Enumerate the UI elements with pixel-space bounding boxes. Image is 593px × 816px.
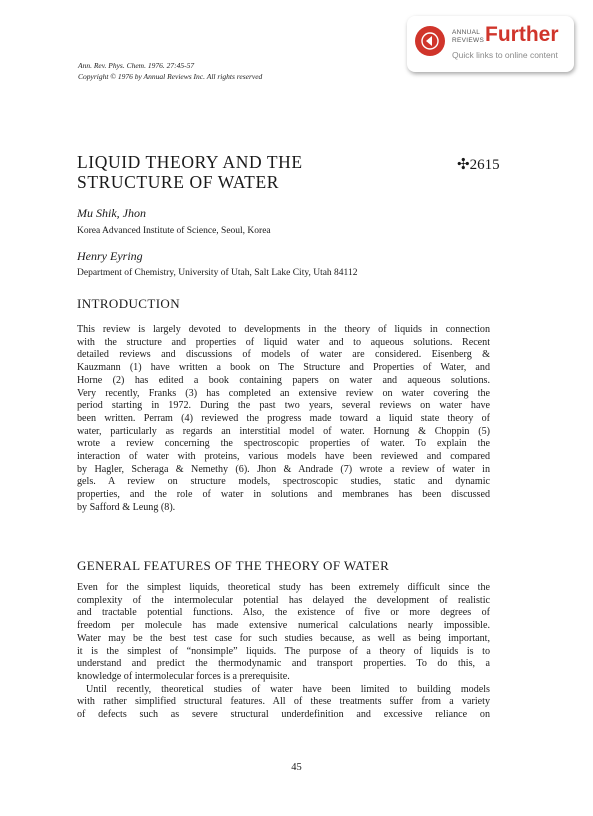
text-line: understand and predict the thermodynamic and transport properties. To do this, a (77, 658, 490, 670)
text-line: interaction of water with proteins, various models have been reviewed and compared (77, 451, 490, 463)
text-line: been written. Perram (4) reviewed the progress made toward a liquid state theory of (77, 412, 490, 424)
text-line: Even for the simplest liquids, theoretical study has been extremely difficult since the (77, 582, 490, 593)
text-line: wrote a review concerning the spectroscopic properties of water. To explain the (77, 438, 490, 450)
text-line: with the structure and properties of liquid water and to aqueous solutions. Recent (77, 336, 490, 348)
further-label: Further (485, 23, 559, 46)
section-heading: INTRODUCTION (77, 296, 181, 311)
text-line: gels. A review on structure models, spectroscopic studies, static and dynamic (77, 476, 490, 488)
annual-reviews-label: ANNUAL REVIEWS (452, 29, 485, 44)
text-line: Kauzmann (1) have written a book on The Structure and Properties of Water, and (77, 362, 490, 374)
text-line: complexity of the intermolecular potential has delayed the development of realistic (77, 594, 490, 606)
text-line: and tractable potential functions. Also, the existence of five or more degrees of (77, 607, 490, 619)
text-line: This review is largely devoted to developments in the theory of liquids in connection (77, 324, 490, 335)
body-paragraph (77, 324, 490, 515)
text-line: Very recently, Franks (3) has completed an extensive review on water covering the (77, 387, 490, 399)
text-line: with rather simplified structural features. All of these treatments suffer from a variety (77, 696, 490, 708)
text-line: by Safford & Leung (8). (77, 501, 176, 513)
annual-reviews-further-badge[interactable] (407, 16, 574, 72)
text-line: water, particularly as regards an interstitial model of water. Hornung & Choppin (5) (77, 425, 490, 437)
author-name: Mu Shik, Jhon (77, 206, 146, 220)
article-code: ✣2615 (457, 157, 500, 173)
text-line: knowledge of intermolecular forces is a prerequisite. (77, 670, 290, 682)
section-heading: GENERAL FEATURES OF THE THEORY OF WATER (77, 558, 390, 573)
author-affiliation: Department of Chemistry, University of Utah, Salt Lake City, Utah 84112 (77, 268, 358, 278)
journal-citation (78, 60, 262, 82)
citation-copyright: Copyright © 1976 by Annual Reviews Inc. All rights reserved (78, 72, 263, 81)
text-line: Until recently, theoretical studies of water have been limited to building models (86, 683, 490, 695)
quick-links-label: Quick links to online content (452, 50, 558, 60)
text-line: by Hagler, Scheraga & Nemethy (6). Jhon & Andrade (7) wrote a review of water in (77, 463, 490, 475)
author-affiliation: Korea Advanced Institute of Science, Seoul, Korea (77, 226, 271, 236)
article-title: LIQUID THEORY AND THE STRUCTURE OF WATER (77, 152, 303, 192)
text-line: freedom per molecule has made extensive numerical calculations nearly impossible. (77, 620, 490, 632)
citation-journal: Ann. Rev. Phys. Chem. 1976. 27:45-57 (78, 61, 195, 70)
author-name: Henry Eyring (77, 249, 143, 263)
text-line: detailed reviews and discussions of models of water are considered. Eisenberg & (77, 349, 490, 361)
text-line: Horne (2) has edited a book containing papers on water and aqueous solutions. (77, 374, 490, 386)
page-number: 45 (291, 762, 302, 773)
back-arrow-icon (415, 26, 445, 56)
text-line: Water may be the best test case for such studies because, as well as being important, (77, 632, 490, 644)
text-line: of defects such as severe structural underdefinition and excessive reliance on (77, 709, 490, 721)
text-line: it is the simplest of “nonsimple” liquids. The purpose of a theory of liquids is to (77, 645, 490, 657)
text-line: period starting in 1972. During the past two years, several reviews on water have (77, 400, 490, 412)
body-paragraph (77, 582, 490, 722)
text-line: properties, and the role of water in solutions and membranes has been discussed (77, 489, 490, 501)
